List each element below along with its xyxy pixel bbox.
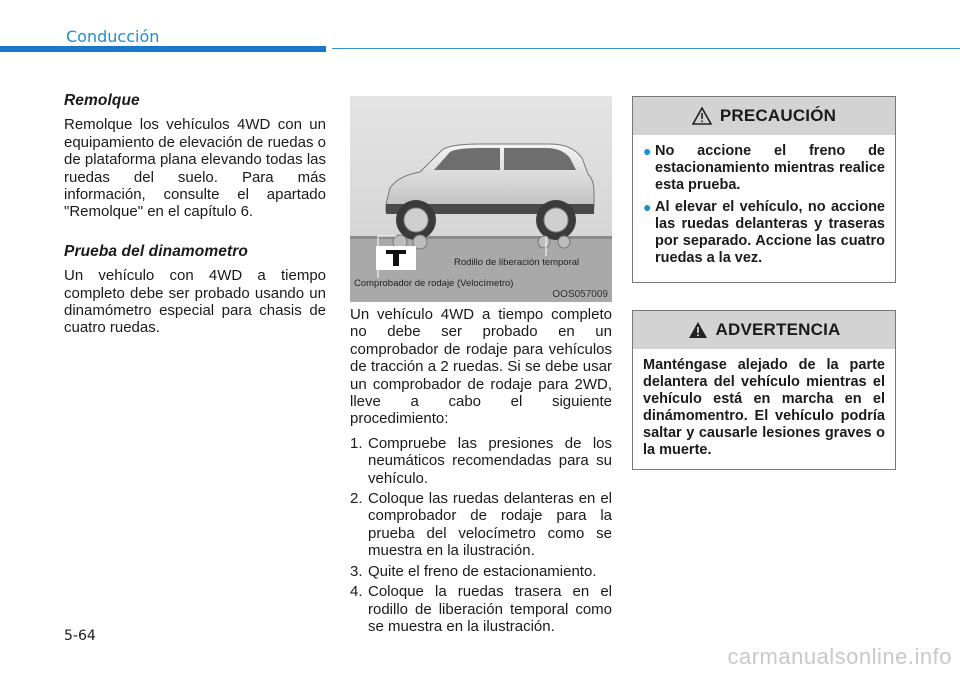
dyno-text: Un vehículo con 4WD a tiempo completo debe ser probado usando un dinamómetro especial para chasis de cuatro ruedas. [64, 267, 326, 337]
middle-column [350, 306, 612, 638]
caution-title: PRECAUCIÓN [719, 106, 837, 125]
dyno-heading: Prueba del dinamometro [64, 242, 248, 260]
car-on-dyno-drawing [350, 96, 612, 302]
watermark: carmanualsonline.info [727, 644, 952, 669]
warning-header [633, 311, 895, 349]
figure-code: OOS057009 [552, 289, 608, 300]
warning-box [632, 310, 896, 470]
list-item: ● No accione el freno de estacionamiento mientras realice esta prueba. [643, 143, 885, 193]
header-rule-thick [0, 46, 326, 52]
bullet-icon: ● [643, 199, 652, 215]
list-item: ● Al elevar el vehículo, no accione las ruedas delanteras y traseras por separado. Accione las cuatro ruedas a la vez. [643, 199, 885, 266]
list-item: 4. Coloque la ruedas trasera en el rodillo de liberación temporal como se muestra en la ilustración. [350, 583, 612, 635]
caution-header [633, 97, 895, 135]
header-rule-thin [332, 48, 960, 49]
warning-text: Manténgase alejado de la parte delantera del vehículo mientras el vehículo está en marcha en el dinámomentro. El vehículo podría saltar y causarle lesiones graves o la muerte. [643, 357, 885, 458]
procedure-steps [350, 435, 612, 635]
left-column [64, 92, 326, 359]
warning-triangle-icon [688, 321, 708, 339]
list-item: 2. Coloque las ruedas delanteras en el comprobador de rodaje para la prueba del velocímetro como se muestra en la ilustración. [350, 490, 612, 560]
tester-label: Comprobador de rodaje (Velocímetro) [354, 278, 514, 289]
dynamometer-illustration [350, 96, 612, 302]
dyno-intro: Un vehículo 4WD a tiempo completo no debe ser probado en un comprobador de rodaje para vehículos de tracción a 2 ruedas. Si se debe usar un comprobador de rodaje para 2WD, lleve a cabo el siguiente procedimiento: [350, 306, 612, 428]
warning-title: ADVERTENCIA [715, 320, 841, 339]
page-number: 5-64 [64, 628, 96, 644]
towing-text: Remolque los vehículos 4WD con un equipamiento de elevación de ruedas o de plataforma plana elevando todas las ruedas del suelo. Para más información, consulte el apartado "Remolque" en el capítulo 6. [64, 116, 326, 221]
bullet-icon: ● [643, 143, 652, 159]
roller-label: Rodillo de liberación temporal [454, 257, 580, 268]
list-item: 3. Quite el freno de estacionamiento. [350, 562, 597, 580]
list-item: 1. Compruebe las presiones de los neumáticos recomendadas para su vehículo. [350, 434, 612, 487]
caution-box [632, 96, 896, 283]
section-title: Conducción [66, 27, 160, 46]
towing-heading: Remolque [64, 92, 140, 109]
caution-triangle-icon [692, 107, 712, 125]
